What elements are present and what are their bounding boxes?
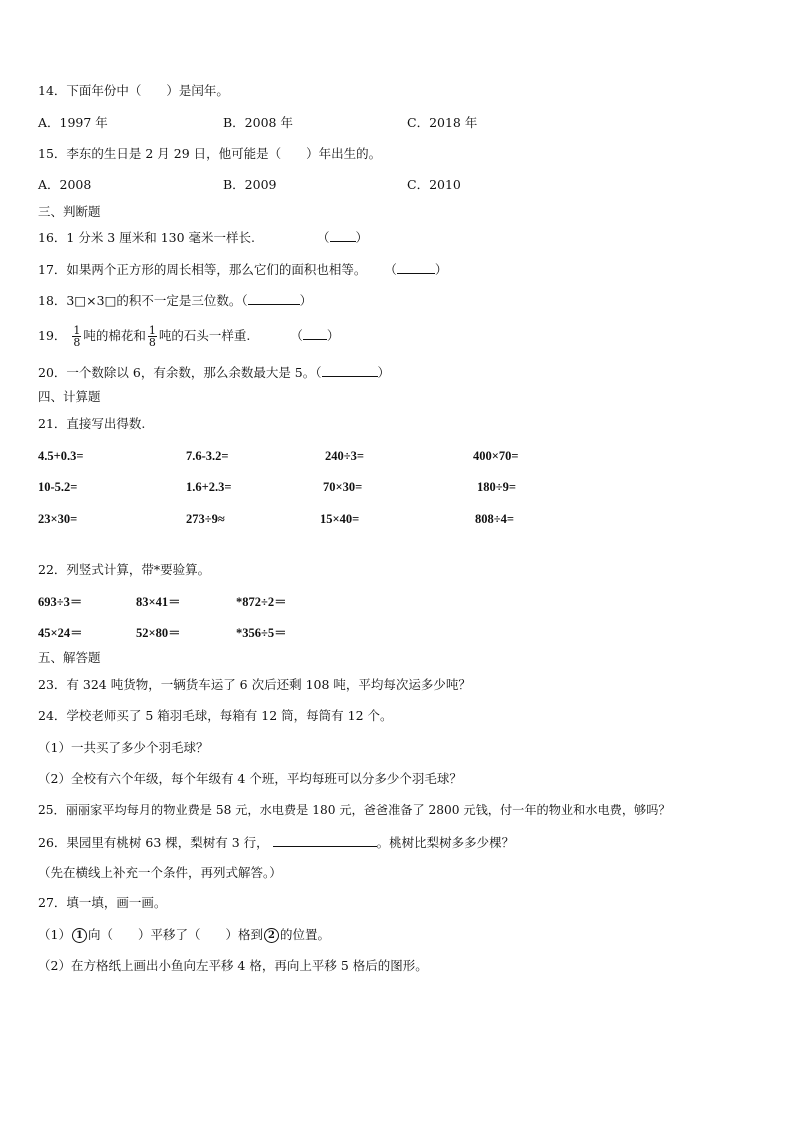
q21-item: 240÷3=: [325, 449, 364, 463]
section-4-title: 四、计算题: [38, 389, 101, 404]
question-16: [38, 229, 368, 246]
question-24: 24．学校老师买了 5 箱羽毛球，每箱有 12 筒，每筒有 12 个。: [38, 708, 393, 723]
q19-number: 19．: [38, 328, 67, 343]
q17-paren-left: （: [384, 262, 397, 277]
question-22: 22．列竖式计算，带*要验算。: [38, 562, 211, 577]
q15-option-a: A．2008: [38, 177, 92, 192]
q19-answer-blank: [303, 327, 327, 340]
q16-text: 16．1 分米 3 厘米和 130 毫米一样长.: [38, 230, 256, 245]
q22-item: 83×41＝: [136, 595, 181, 609]
q24-sub-2: （2）全校有六个年级，每个年级有 4 个班，平均每班可以分多少个羽毛球？: [38, 771, 462, 786]
question-20: [38, 364, 390, 381]
q18-text: 18．3□×3□的积不一定是三位数。（: [38, 293, 248, 308]
q19-frac2-num: 1: [148, 324, 156, 337]
circled-1-icon: 1: [72, 928, 87, 943]
q20-text: 20．一个数除以 6，有余数，那么余数最大是 5。（: [38, 365, 322, 380]
q20-answer-blank: [322, 364, 378, 377]
q16-paren-left: （: [317, 230, 330, 245]
q19-fraction-1: [72, 325, 81, 348]
q19-frac1-den: 8: [73, 336, 81, 349]
question-27: 27．填一填，画一画。: [38, 895, 167, 910]
question-17: [38, 261, 447, 278]
question-21: 21．直接写出得数.: [38, 416, 146, 431]
q21-item: 180÷9=: [477, 480, 516, 494]
q21-item: 10-5.2=: [38, 480, 78, 494]
q19-frac2-den: 8: [148, 336, 156, 349]
q26-condition-blank: [273, 834, 377, 847]
q26-head: 26．果园里有桃树 63 棵，梨树有 3 行，: [38, 835, 269, 850]
q20-paren-right: ）: [377, 365, 391, 380]
q27-s1-middle: 向（ ）平移了（ ）格到: [87, 927, 263, 942]
section-5-title: 五、解答题: [38, 650, 101, 665]
q17-answer-blank: [397, 261, 435, 274]
q21-item: 4.5+0.3=: [38, 449, 84, 463]
q21-item: 808÷4=: [475, 512, 514, 526]
q26-tail: 。桃树比梨树多多少棵？: [376, 835, 515, 850]
q15-option-b: B．2009: [223, 177, 277, 192]
q19-frac1-num: 1: [73, 324, 81, 337]
q21-item: 1.6+2.3=: [186, 480, 232, 494]
q19-tail: 吨的石头一样重.: [158, 328, 251, 343]
question-25: 25．丽丽家平均每月的物业费是 58 元，水电费是 180 元，爸爸准备了 2800 元钱，付一年的物业和水电费，够吗？: [38, 803, 671, 817]
q18-paren-right: ）: [299, 293, 313, 308]
q27-sub-1: [38, 927, 330, 943]
q21-item: 23×30=: [38, 512, 78, 526]
question-14: 14．下面年份中（ ）是闰年。: [38, 83, 229, 98]
q14-option-c: C．2018 年: [407, 115, 478, 130]
q19-mid: 吨的棉花和: [83, 328, 146, 343]
q22-item: *872÷2＝: [236, 595, 287, 609]
q22-item: 693÷3＝: [38, 595, 83, 609]
q17-paren-right: ）: [434, 262, 448, 277]
q27-s1-end: 的位置。: [279, 927, 330, 942]
q19-paren-left: （: [290, 328, 303, 343]
q27-sub-2: （2）在方格纸上画出小鱼向左平移 4 格，再向上平移 5 格后的图形。: [38, 958, 428, 973]
q21-item: 70×30=: [323, 480, 363, 494]
q14-option-b: B．2008 年: [223, 115, 293, 130]
question-18: [38, 292, 312, 309]
q22-item: 52×80＝: [136, 626, 181, 640]
q27-s1-label: （1）: [38, 927, 71, 942]
q22-item: 45×24＝: [38, 626, 83, 640]
section-3-title: 三、判断题: [38, 204, 101, 219]
q21-item: 400×70=: [473, 449, 519, 463]
question-19: [38, 317, 339, 355]
q21-item: 7.6-3.2=: [186, 449, 229, 463]
circled-2-icon: 2: [264, 928, 279, 943]
q14-option-a: A．1997 年: [38, 115, 108, 130]
q17-text: 17．如果两个正方形的周长相等，那么它们的面积也相等。: [38, 262, 367, 277]
q21-item: 273÷9≈: [186, 512, 225, 526]
q16-answer-blank: [330, 229, 356, 242]
question-26: [38, 834, 514, 851]
q22-item: *356÷5＝: [236, 626, 287, 640]
question-23: 23．有 324 吨货物，一辆货车运了 6 次后还剩 108 吨，平均每次运多少吨？: [38, 677, 471, 692]
q19-fraction-2: [148, 325, 157, 348]
question-15: 15．李东的生日是 2 月 29 日，他可能是（ ）年出生的。: [38, 146, 382, 161]
q21-item: 15×40=: [320, 512, 360, 526]
q15-option-c: C．2010: [407, 177, 461, 192]
q26-note: （先在横线上补充一个条件，再列式解答。）: [38, 865, 282, 880]
q24-sub-1: （1）一共买了多少个羽毛球？: [38, 740, 209, 755]
q16-paren-right: ）: [355, 230, 369, 245]
q18-answer-blank: [248, 292, 300, 305]
q19-paren-right: ）: [326, 328, 340, 343]
